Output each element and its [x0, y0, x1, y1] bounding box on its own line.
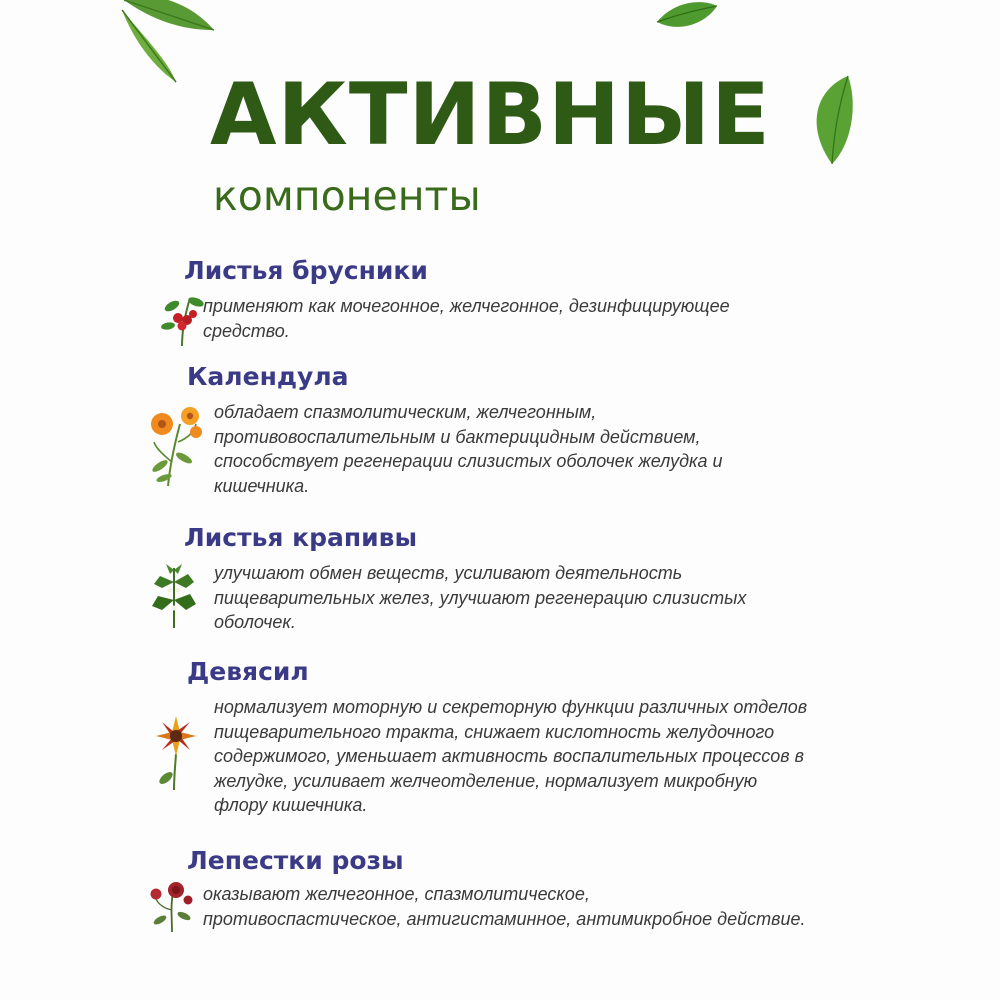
elecampane-icon: [148, 714, 204, 792]
description-line: флору кишечника.: [214, 795, 368, 815]
rose-icon: [148, 878, 198, 934]
component-heading-lingonberry: Листья брусники: [184, 256, 428, 285]
leaf-icon: [118, 0, 218, 85]
component-heading-calendula: Календула: [187, 362, 349, 391]
description-line: содержимого, уменьшает активность воспалительных процессов в: [214, 746, 805, 766]
description-line: улучшают обмен веществ, усиливают деятельность: [214, 563, 683, 583]
description-line: обладает спазмолитическим, желчегонным,: [214, 402, 597, 422]
leaf-icon: [808, 74, 856, 166]
description-line: желудке, усиливает желчеотделение, нормализует микробную: [214, 770, 758, 791]
leaf-icon: [655, 0, 720, 32]
description-line: оказывают желчегонное, спазмолитическое,: [203, 884, 590, 904]
description-line: оболочек.: [214, 612, 296, 632]
description-line: применяют как мочегонное, желчегонное, дезинфицирующее: [203, 296, 730, 316]
component-description: [214, 695, 807, 818]
nettle-icon: [150, 562, 198, 630]
component-heading-rose: Лепестки розы: [187, 846, 404, 875]
description-line: противоспастическое, антигистаминное, антимикробное действие.: [203, 908, 806, 929]
description-line: пищеварительных желез, улучшают регенерацию слизистых: [214, 587, 747, 608]
component-heading-elecampane: Девясил: [187, 657, 309, 686]
calendula-icon: [148, 402, 206, 488]
description-line: кишечника.: [214, 475, 310, 496]
description-line: средство.: [203, 320, 290, 341]
description-line: пищеварительного тракта, снижает кислотность желудочного: [214, 721, 775, 742]
description-line: нормализует моторную и секреторную функции различных отделов: [214, 697, 808, 717]
component-description: [203, 294, 730, 343]
description-line: противовоспалительным и бактерицидным действием,: [214, 426, 701, 447]
description-line: способствует регенерации слизистых оболочек желудка и: [214, 451, 723, 471]
page-title: АКТИВНЫЕ: [210, 65, 771, 165]
component-description: [214, 400, 723, 498]
component-heading-nettle: Листья крапивы: [184, 523, 418, 552]
component-description: [203, 882, 806, 931]
lingonberry-icon: [160, 292, 206, 348]
page-subtitle: компоненты: [213, 172, 481, 220]
component-description: [214, 561, 746, 635]
